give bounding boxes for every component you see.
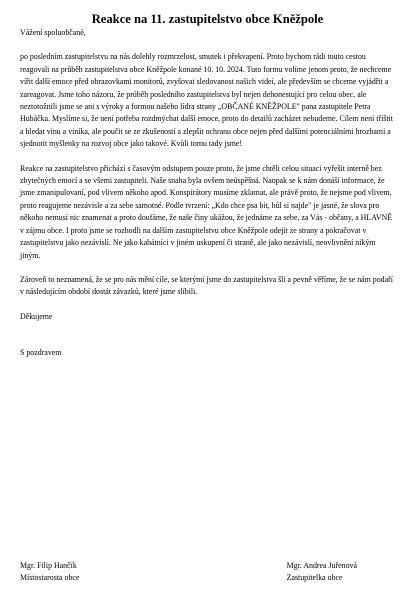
signature-role: Místostarosta obce (20, 573, 80, 583)
thanks-line: Děkujeme (20, 311, 53, 321)
letter-title: Reakce na 11. zastupitelstvo obce Kněžpole (91, 12, 324, 26)
greeting: Vážení spoluobčané, (20, 28, 86, 37)
signature-name: Mgr. Filip Hančík (20, 561, 77, 570)
letter-body (20, 27, 395, 360)
paragraph-2: Reakce na zastupitelstvo přichází s časovým odstupem pouze proto, že jsme chtěli celou situaci vyřešit interně bez zbytečných emocí a se všemi zastupiteli. Naše snaha byla ovšem neúspěšná. Naopak se k nám donáší informace, že jsme zmanipulovaní, pod vlivem někoho apod. Konspirátory musíme zklamat, ale právě proto, že nejsme pod vlivem, proto reagujeme nezávisle a za sebe samotné. Podle tvrzení: „Kdo chce psa bít, hůl si najde" je jasné, že slova pro někoho nemusí nic znamenat a proto doufáme, že naše činy ukážou, že jednáme za sebe, za Vás - občany, a HLAVNĚ v zájmu obce. I proto jsme se rozhodli na dalším zastupitelstvu obce Kněžpole odejít ze strany a pokračovat v zastupitelstvu jako nezávislí. Ne jako kabátníci v jiném uskupení či straně, ale jako nezávislí, neovlivnění nikým jiným. (20, 163, 393, 260)
signature-name: Mgr. Andrea Juřenová (286, 561, 357, 570)
paragraph-3: Zároveň to neznamená, že se pro nás mění cíle, se kterými jsme do zastupitelstva šli a pevně věříme, že se nám podaří v následujícím období dostát závazků, které jsme slíbili. (20, 274, 393, 297)
signature-role: Zastupitelka obce (286, 573, 343, 583)
regards-line: S pozdravem (20, 348, 62, 358)
signature-left (20, 560, 79, 585)
signature-right (287, 560, 395, 585)
paragraph-1: po posledním zastupitelstvu na nás dolehly rozmrzelost, smutek i překvapení. Proto bychom rádi touto cestou reagovali na průběh zastupitelstva obce Kněžpole konané 10. 10. 2024. Tuto formu volíme jenom proto, že nechceme vířit další emoce před obrazovkami monitorů, zvyšovat sledovanost našich videí, ale především se chceme vyjádřit a zareagovat. Jsme toho názoru, že průběh posledního zastupitelstva byl nejen dehonestující pro celou obec, ale neztotožnili jsme se ani s výroky a formou našeho lídra strany „OBČANÉ KNĚŽPOLE" pana zastupitele Petra Hubáčka. Myslíme si, že není potřeba rozdmýchat další emoce, proto do detailů zacházet nebudeme. Cílem není tříštit a hledat vinu a viníka, ale poučit se ze zkušeností a zlepšit ochranu obce nejen před dalšími potenciálními hrozbami a sjednotit myšlenky na rozvoj obce jako takové. Kvůli tomu tady jsme! (20, 52, 393, 149)
signature-block (20, 560, 395, 585)
